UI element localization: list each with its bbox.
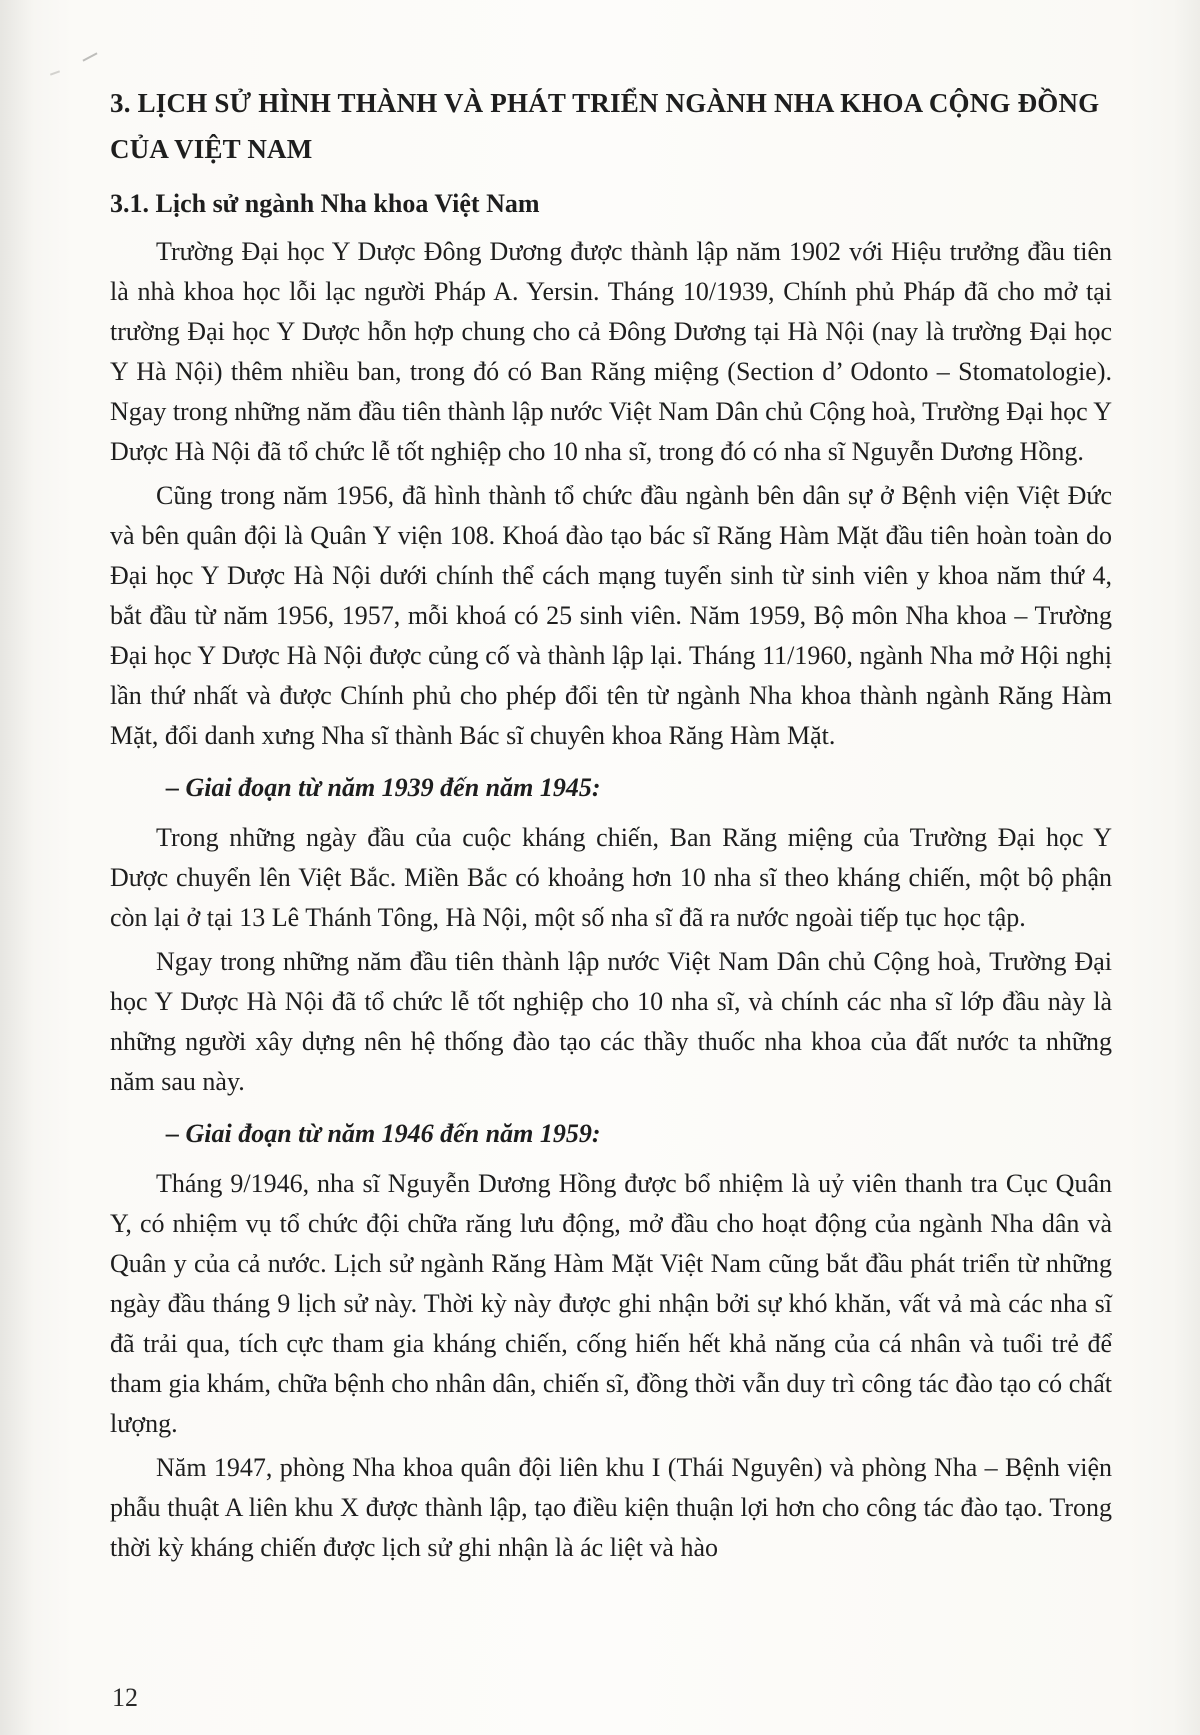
paragraph-founding-1902: Trường Đại học Y Dược Đông Dương được thành lập năm 1902 với Hiệu trưởng đầu tiên là nhà khoa học lỗi lạc người Pháp A. Yersin. Tháng 10/1939, Chính phủ Pháp đã cho mở tại trường Đại học Y Dược hỗn hợp chung cho cả Đông Dương tại Hà Nội (nay là trường Đại học Y Hà Nội) thêm nhiều ban, trong đó có Ban Răng miệng (Section d’ Odonto – Stomatologie). Ngay trong những năm đầu tiên thành lập nước Việt Nam Dân chủ Cộng hoà, Trường Đại học Y Dược Hà Nội đã tổ chức lễ tốt nghiệp cho 10 nha sĩ, trong đó có nha sĩ Nguyễn Dương Hồng. bbox=[110, 237, 1112, 466]
paragraph-first-graduates: Ngay trong những năm đầu tiên thành lập nước Việt Nam Dân chủ Cộng hoà, Trường Đại học Y Dược Hà Nội đã tổ chức lễ tốt nghiệp cho 10 nha sĩ, và chính các nha sĩ lớp đầu này là những người xây dựng nên hệ thống đào tạo các thầy thuốc nha khoa của đất nước ta những năm sau này. bbox=[110, 947, 1112, 1096]
section-heading bbox=[110, 80, 1112, 172]
page-content bbox=[110, 80, 1112, 1568]
paragraph-resistance-early-days: Trong những ngày đầu của cuộc kháng chiến, Ban Răng miệng của Trường Đại học Y Dược chuyển lên Việt Bắc. Miền Bắc có khoảng hơn 10 nha sĩ theo kháng chiến, một bộ phận còn lại ở tại 13 Lê Thánh Tông, Hà Nội, một số nha sĩ đã ra nước ngoài tiếp tục học tập. bbox=[110, 823, 1112, 932]
paragraph-1947-clinics: Năm 1947, phòng Nha khoa quân đội liên khu I (Thái Nguyên) và phòng Nha – Bệnh viện phẫu thuật A liên khu X được thành lập, tạo điều kiện thuận lợi hơn cho công tác đào tạo. Trong thời kỳ kháng chiến được lịch sử ghi nhận là ác liệt và hào bbox=[110, 1453, 1112, 1562]
paragraph-1956-organization: Cũng trong năm 1956, đã hình thành tổ chức đầu ngành bên dân sự ở Bệnh viện Việt Đức và bên quân đội là Quân Y viện 108. Khoá đào tạo bác sĩ Răng Hàm Mặt đầu tiên hoàn toàn do Đại học Y Dược Hà Nội dưới chính thể cách mạng tuyển sinh từ sinh viên y khoa năm thứ 4, bắt đầu từ năm 1956, 1957, mỗi khoá có 25 sinh viên. Năm 1959, Bộ môn Nha khoa – Trường Đại học Y Dược Hà Nội được củng cố và thành lập lại. Tháng 11/1960, ngành Nha mở Hội nghị lần thứ nhất và được Chính phủ cho phép đổi tên từ ngành Nha khoa thành ngành Răng Hàm Mặt, đổi danh xưng Nha sĩ thành Bác sĩ chuyên khoa Răng Hàm Mặt. bbox=[110, 481, 1112, 750]
subsection-heading: 3.1. Lịch sử ngành Nha khoa Việt Nam bbox=[110, 189, 540, 218]
scan-artifact-mark bbox=[48, 52, 112, 78]
stage-heading-1946-1959: – Giai đoạn từ năm 1946 đến năm 1959: bbox=[166, 1119, 601, 1148]
page-number: 12 bbox=[112, 1683, 138, 1712]
paragraph-1946-appointment: Tháng 9/1946, nha sĩ Nguyễn Dương Hồng được bổ nhiệm là uỷ viên thanh tra Cục Quân Y, có nhiệm vụ tổ chức đội chữa răng lưu động, mở đầu cho hoạt động của ngành Nha dân và Quân y của cả nước. Lịch sử ngành Răng Hàm Mặt Việt Nam cũng bắt đầu phát triển từ những ngày đầu tháng 9 lịch sử này. Thời kỳ này được ghi nhận bởi sự khó khăn, vất vả mà các nha sĩ đã trải qua, tích cực tham gia kháng chiến, cống hiến hết khả năng của cá nhân và tuổi trẻ để tham gia khám, chữa bệnh cho nhân dân, chiến sĩ, đồng thời vẫn duy trì công tác đào tạo có chất lượng. bbox=[110, 1169, 1112, 1438]
stage-heading-1939-1945: – Giai đoạn từ năm 1939 đến năm 1945: bbox=[166, 773, 601, 802]
section-heading-line-1: 3. LỊCH SỬ HÌNH THÀNH VÀ PHÁT TRIỂN NGÀNH NHA KHOA CỘNG ĐỒNG bbox=[110, 88, 1100, 118]
section-heading-line-2: CỦA VIỆT NAM bbox=[110, 134, 313, 164]
